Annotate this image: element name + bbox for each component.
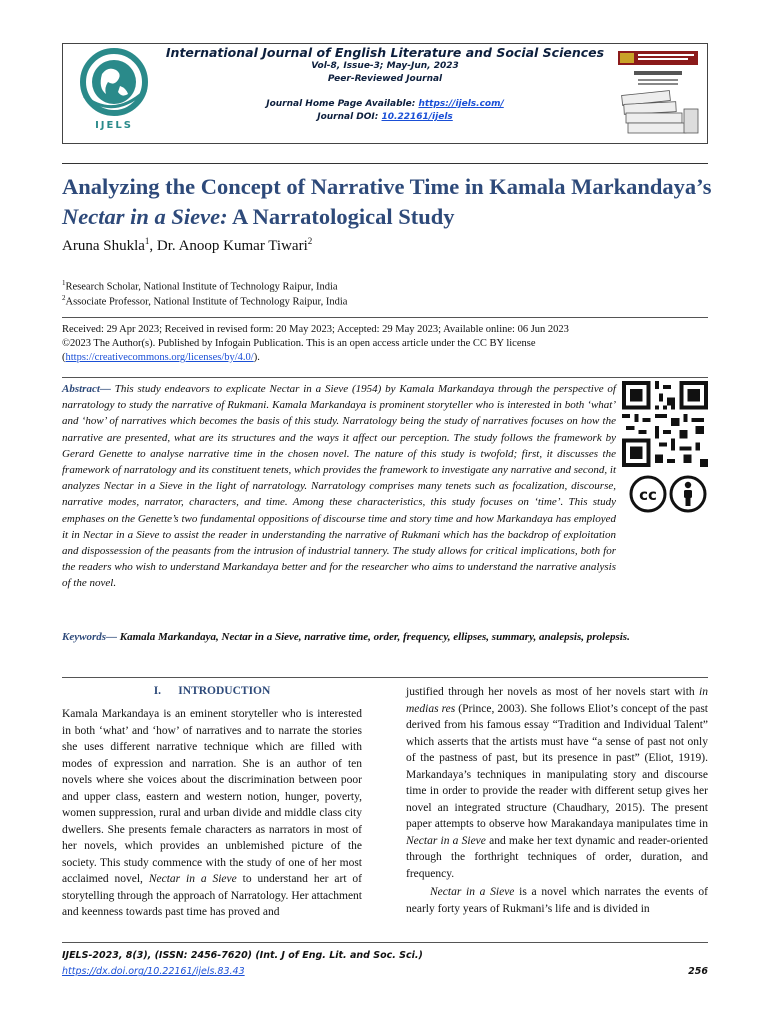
title-italic: Nectar in a Sieve: — [62, 204, 228, 229]
author-list — [62, 236, 312, 255]
intro-paragraph-1 — [62, 706, 362, 921]
homepage-label: Journal Home Page Available: — [266, 99, 416, 109]
qr-code[interactable] — [622, 381, 708, 467]
journal-cover-image — [614, 49, 702, 139]
received-dates: Received: 29 Apr 2023; Received in revised form: 20 May 2023; Accepted: 29 May 2023; Available online: 06 Jun 2023 — [62, 324, 569, 335]
cc-by-license-icon — [628, 474, 708, 514]
header-center — [160, 44, 610, 124]
license-line — [62, 351, 662, 365]
homepage-link[interactable]: https://ijels.com/ — [418, 99, 504, 109]
intro-paragraph-1-cont — [406, 684, 708, 882]
intro-text-3-italic: Nectar in a Sieve — [430, 886, 515, 898]
peer-reviewed: Peer-Reviewed Journal — [327, 74, 443, 84]
doi-link[interactable]: 10.22161/ijels — [381, 112, 453, 122]
affiliation-divider — [62, 317, 708, 318]
homepage-line — [160, 98, 610, 111]
intro-text-2-italic-1: in medias res — [406, 686, 708, 715]
abstract-text: This study endeavors to explicate Nectar in a Sieve (1954) by Kamala Markandaya through the perspective of narratology to study the narrative of Rukmani. Kamala Markandaya is prominent storyteller who is interested in both ‘what’ and ‘how’ of narratives which becomes the basis of this study. Narratology being the study of narratives focuses on how the narrative are presented, what are its structures and the ways it affect our perception. The study follows the framework by Gerard Genette to analyse narrative time in the chosen novel. The nature of this study is twofold; first, it discusses the framework of narratology and its constituent tenets, which provides the framework to investigate any narrative and second, it analyzes Nectar in a Sieve in the light of narratology. Narratology comprises many tenets such as focalization, discourse, narrative modes, narrator, characters, and time. Among these characteristics, this study focuses on ‘time’. This study emphases on the Genette’s two fundamental oppositions of discourse time and story time and how Markandaya has employed it in Nectar in a Sieve to assist the reader in understanding the narrative of Rukmani which has the backdrop of exploitation and dispossession of the peasants from the intrusion of industrial tannery. The study allows for critical implications, both for the readers who wish to understand Markandaya better and for the researcher who aims to understand the narrative analysis of the novel. — [62, 383, 616, 590]
doi-label: Journal DOI: — [317, 112, 379, 122]
abstract-divider — [62, 377, 708, 378]
affiliation-2-sup: 2 — [62, 294, 66, 302]
license-open: ( — [62, 352, 66, 363]
license-close: ). — [253, 352, 260, 363]
keywords-divider — [62, 677, 708, 678]
author-2-sup: 2 — [307, 236, 313, 246]
intro-text-3a: is a novel which narrates the events of nearly forty years of Rukmani’s life and is divided in — [406, 886, 708, 915]
intro-text-2-italic-2: Nectar in a Sieve — [406, 834, 486, 847]
intro-text-2b: (Prince, 2003). She follows Eliot’s concept of the past derived from his famous essay “Tradition and Individual Talent” which asserts that the artists must have “a sense of past not only of the pastness of past, but its presence in past” (Eliot, 1919). Markandaya’s techniques in manipulating story and discourse time in order to provide the reader with different setup gives her novel an integrated structure (Chaudhary, 2015). The present paper attempts to observe how Marakandaya manipulates time in — [406, 702, 708, 830]
intro-text-1a: Kamala Markandaya is an eminent storyteller who is interested in both ‘what’ and ‘how’ of narratives and to narrate the stories she uses different narrative technique which are filled with modes of expression and narration. She is an author of ten novels where she voices about the discrimination between poor and upper class, eastern and western notion, hunger, poverty, women suppression, rural and urban divide and middle class city dwellers. She presents female characters as narrators in most of her novels, which provides an unblemished picture of the society. This study commence with the study of one of her most acclaimed novel, — [62, 708, 362, 885]
keywords — [62, 629, 708, 645]
intro-text-2c: and make her text dynamic and reader-oriented through the forthright techniques of order, duration, and frequency. — [406, 834, 708, 880]
paper-title — [62, 172, 722, 232]
header-divider — [62, 163, 708, 164]
abstract-label: Abstract— — [62, 383, 111, 395]
keywords-label: Keywords— — [62, 631, 117, 643]
page-number: 256 — [688, 966, 708, 977]
body-column-right — [406, 684, 708, 917]
intro-text-2a: justified through her novels as most of her novels start with — [406, 686, 700, 698]
author-1-sup: 1 — [144, 236, 150, 246]
author-2: Dr. Anoop Kumar Tiwari — [156, 238, 308, 254]
affiliation-2-text: Associate Professor, National Institute of Technology Raipur, India — [65, 296, 348, 308]
intro-paragraph-2 — [406, 884, 708, 917]
journal-name: International Journal of English Literature and Social Sciences — [165, 45, 605, 60]
affiliation-1-text: Research Scholar, National Institute of Technology Raipur, India — [65, 281, 338, 293]
footer-citation: IJELS-2023, 8(3), (ISSN: 2456-7620) (Int. J of Eng. Lit. and Soc. Sci.) — [62, 950, 423, 961]
title-part-1: Analyzing the Concept of Narrative Time in Kamala Markandaya’s — [62, 174, 712, 199]
section-heading-introduction: I. INTRODUCTION — [153, 685, 271, 697]
publication-history — [62, 323, 662, 365]
doi-line — [160, 111, 610, 124]
intro-text-1b: to understand her art of storytelling through the approach of Narratology. Her attachment and keenness towards past time has proved and — [62, 873, 362, 918]
affiliation-1 — [62, 279, 338, 293]
author-1: Aruna Shukla — [62, 238, 145, 254]
affiliation-2 — [62, 294, 347, 308]
abstract — [62, 381, 616, 592]
footer-divider — [62, 942, 708, 943]
keywords-text: Kamala Markandaya, Nectar in a Sieve, narrative time, order, frequency, ellipses, summary, analepsis, prolepsis. — [117, 631, 630, 643]
affiliation-1-sup: 1 — [62, 279, 66, 287]
title-part-2: A Narratological Study — [227, 204, 455, 229]
intro-text-1-italic: Nectar in a Sieve — [148, 873, 237, 885]
copyright-line: ©2023 The Author(s). Published by Infogain Publication. This is an open access article under the CC BY license — [62, 338, 536, 349]
svg-text:cc: cc — [639, 486, 657, 504]
ijels-logo — [72, 46, 156, 134]
footer-doi-link[interactable]: https://dx.doi.org/10.22161/ijels.83.43 — [62, 966, 245, 977]
body-column-left — [62, 706, 362, 921]
logo-text: IJELS — [95, 120, 133, 131]
license-link[interactable]: https://creativecommons.org/licenses/by/4.0/ — [65, 352, 254, 363]
volume-issue: Vol-8, Issue-3; May-Jun, 2023 — [311, 61, 459, 71]
author-separator: , — [149, 238, 157, 254]
